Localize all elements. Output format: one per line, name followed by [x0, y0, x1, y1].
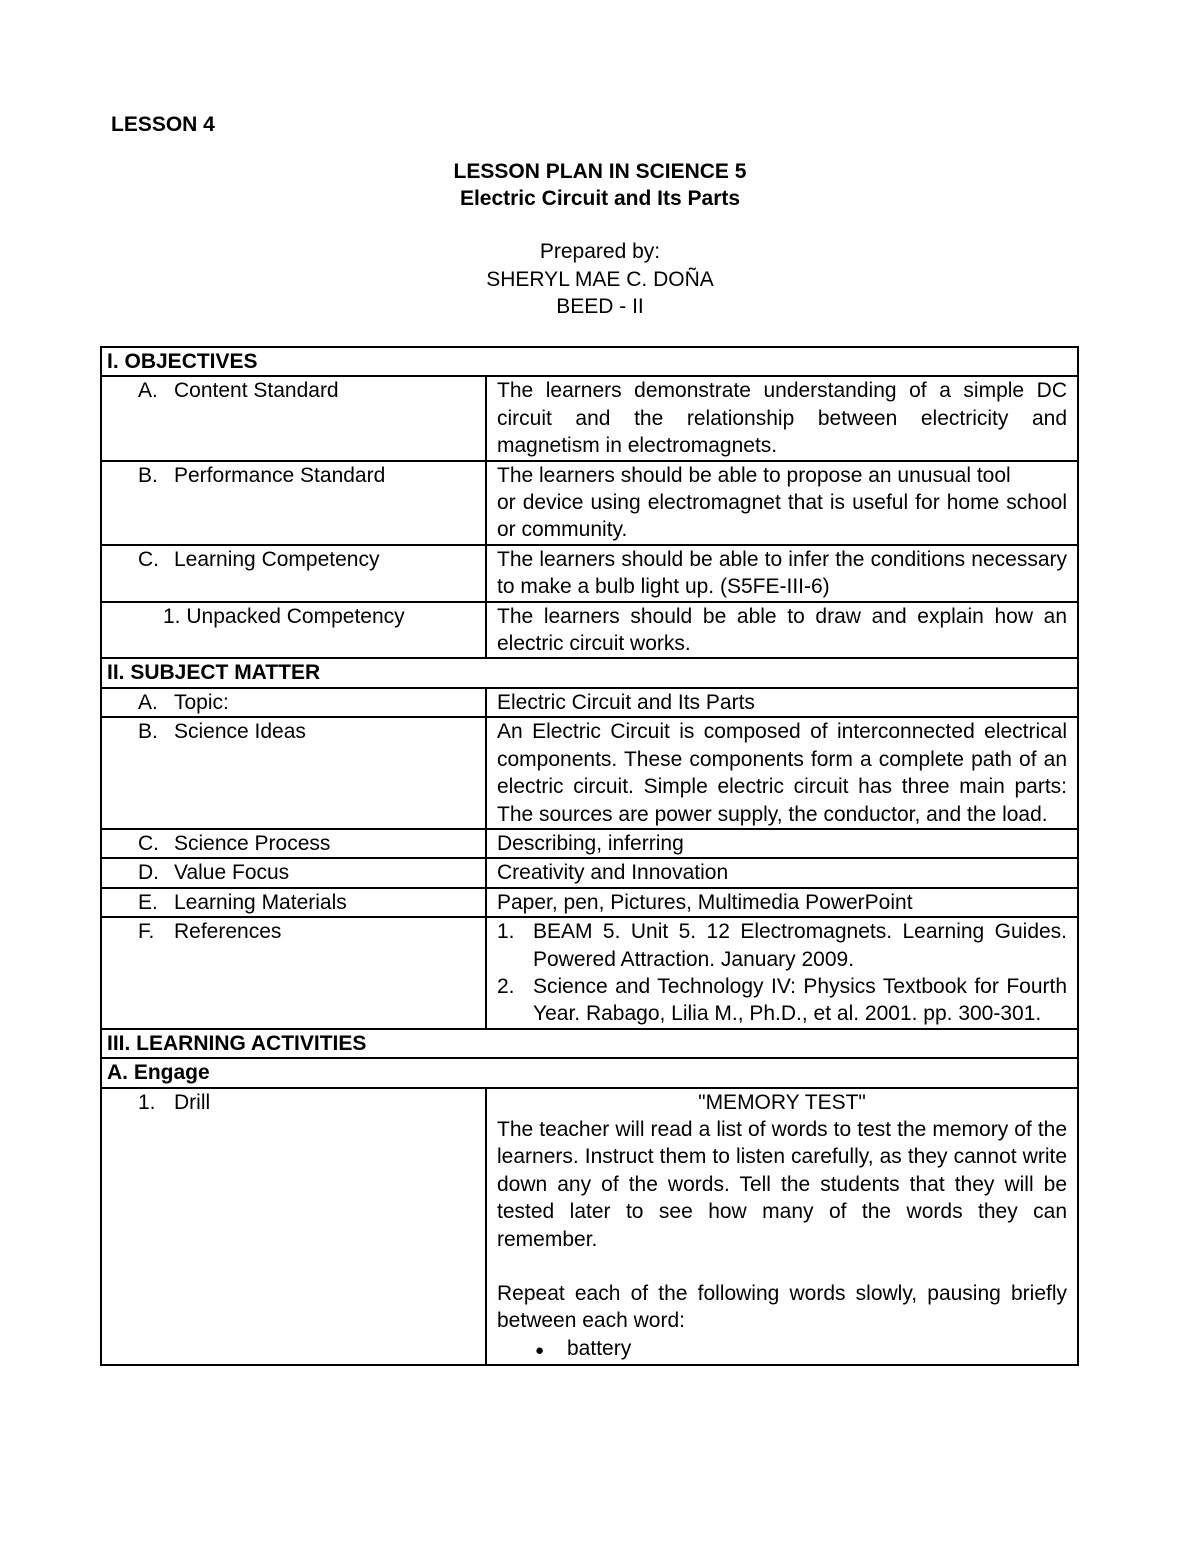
subject-matter-heading: II. SUBJECT MATTER: [101, 658, 1078, 687]
content-standard-text: The learners demonstrate understanding of a simple DC circuit and the relationship between electricity and magnetism in electromagnets.: [486, 376, 1078, 460]
item-number: F.: [138, 920, 155, 944]
item-number: 1.: [138, 1090, 156, 1114]
list-item: [497, 1335, 1067, 1364]
author-course: BEED - II: [556, 295, 644, 318]
item-number: A.: [138, 690, 158, 714]
lesson-plan-table: [100, 346, 1079, 1366]
drill-label: Drill: [174, 1090, 211, 1114]
reference-text: Science and Technology IV: Physics Textbook for Fourth Year. Rabago, Lilia M., Ph.D., et al. 2001. pp. 300-301.: [533, 974, 1068, 1026]
item-number: B.: [138, 463, 158, 487]
section-row: [101, 1058, 1078, 1087]
drill-paragraph-2: Repeat each of the following words slowly, pausing briefly between each word:: [497, 1282, 1068, 1333]
bullet-icon: [535, 1335, 567, 1364]
table-row: [101, 461, 1078, 545]
table-row: [101, 888, 1078, 917]
topic-text: Electric Circuit and Its Parts: [486, 688, 1078, 717]
prepared-by-block: [0, 238, 1200, 321]
science-ideas-text: An Electric Circuit is composed of interconnected electrical components. These components form a complete path of an electric circuit. Simple electric circuit has three main parts: The sources are power supply, the conductor, and the load.: [486, 717, 1078, 829]
item-number: C.: [138, 547, 159, 571]
science-process-label: Science Process: [174, 831, 331, 855]
drill-paragraph-1: The teacher will read a list of words to test the memory of the learners. Instruct them to listen carefully, as they cannot write down any of the words. Tell the students that they will be tested later to see how many of the words they can remember.: [497, 1117, 1068, 1251]
word-item: battery: [567, 1336, 632, 1360]
references-label: References: [174, 920, 282, 944]
title-block: [0, 158, 1200, 212]
lesson-topic-title: Electric Circuit and Its Parts: [459, 187, 741, 210]
item-number: C.: [138, 831, 159, 855]
table-row: [101, 717, 1078, 829]
section-row: [101, 658, 1078, 687]
learning-materials-text: Paper, pen, Pictures, Multimedia PowerPoint: [486, 888, 1078, 917]
table-row: [101, 829, 1078, 858]
table-row: [101, 858, 1078, 887]
section-row: [101, 1029, 1078, 1058]
science-ideas-label: Science Ideas: [174, 720, 306, 744]
item-number: D.: [138, 861, 159, 885]
content-standard-label: Content Standard: [174, 379, 339, 403]
list-item: 1. BEAM 5. Unit 5. 12 Electromagnets. Learning Guides. Powered Attraction. January 2009.: [497, 918, 1067, 973]
learning-competency-label: Learning Competency: [174, 547, 380, 571]
lesson-plan-title: LESSON PLAN IN SCIENCE 5: [453, 160, 747, 183]
unpacked-competency-label: 1. Unpacked Competency: [101, 602, 486, 659]
learning-materials-label: Learning Materials: [174, 890, 347, 914]
table-row: [101, 376, 1078, 460]
performance-standard-text-1: The learners should be able to propose an unusual tool: [497, 463, 1011, 487]
drill-cell: [486, 1088, 1078, 1366]
prepared-by-label: Prepared by:: [539, 240, 661, 263]
table-row: [101, 602, 1078, 659]
list-item: 2. Science and Technology IV: Physics Textbook for Fourth Year. Rabago, Lilia M., Ph.D., et al. 2001. pp. 300-301.: [497, 973, 1067, 1028]
item-number: B.: [138, 720, 158, 744]
references-list: [497, 918, 1067, 1028]
item-number: E.: [138, 890, 158, 914]
table-row: [101, 545, 1078, 602]
engage-heading: A. Engage: [101, 1058, 1078, 1087]
topic-label: Topic:: [174, 690, 229, 714]
science-process-text: Describing, inferring: [486, 829, 1078, 858]
unpacked-competency-text: The learners should be able to draw and explain how an electric circuit works.: [486, 602, 1078, 659]
value-focus-text: Creativity and Innovation: [486, 858, 1078, 887]
drill-title: "MEMORY TEST": [698, 1090, 866, 1114]
performance-standard-label: Performance Standard: [174, 463, 386, 487]
table-row: [101, 917, 1078, 1029]
learning-activities-heading: III. LEARNING ACTIVITIES: [101, 1029, 1078, 1058]
reference-text: BEAM 5. Unit 5. 12 Electromagnets. Learning Guides. Powered Attraction. January 2009.: [533, 920, 1068, 971]
table-row: [101, 1088, 1078, 1366]
value-focus-label: Value Focus: [174, 861, 290, 885]
learning-competency-text: The learners should be able to infer the conditions necessary to make a bulb light up. (S5FE-III-6): [486, 545, 1078, 602]
table-row: [101, 688, 1078, 717]
lesson-label: LESSON 4: [111, 113, 215, 136]
section-row: [101, 347, 1078, 376]
references-cell: [486, 917, 1078, 1029]
author-name: SHERYL MAE C. DOÑA: [486, 267, 714, 291]
performance-standard-text-2: or device using electromagnet that is useful for home school or community.: [497, 491, 1068, 542]
objectives-heading: I. OBJECTIVES: [101, 347, 1078, 376]
item-number: A.: [138, 379, 158, 403]
